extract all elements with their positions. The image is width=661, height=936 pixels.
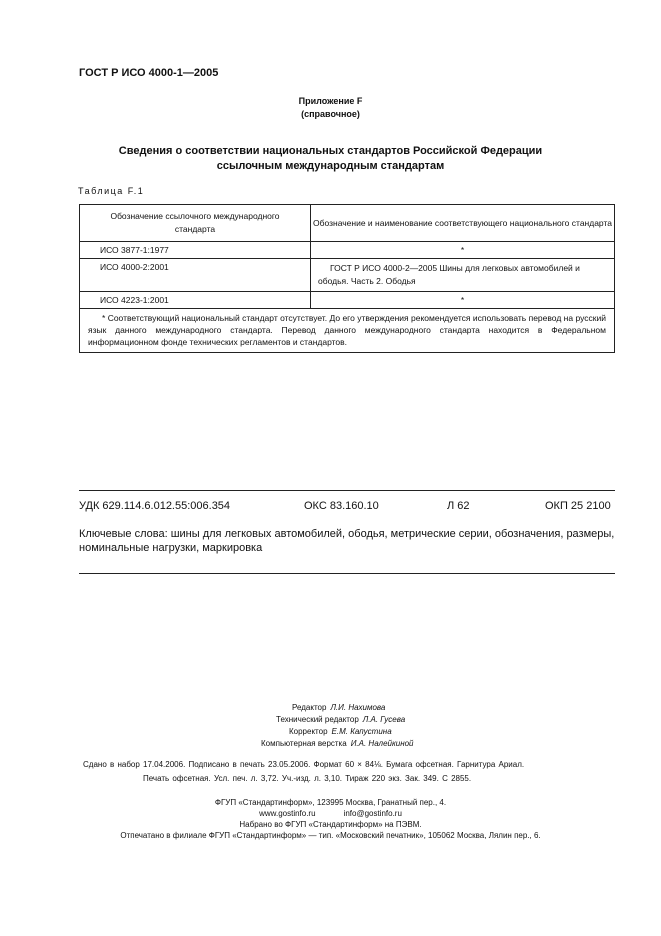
print-info-line2: Печать офсетная. Усл. печ. л. 3,72. Уч.-изд. л. 3,10. Тираж 220 экз. Зак. 349. С 2855.	[143, 774, 472, 783]
ref-cell: ИСО 4000-2:2001	[80, 259, 311, 292]
ref-cell: ИСО 3877-1:1977	[80, 242, 311, 259]
column-header-ref: Обозначение ссылочного международного стандарта	[80, 205, 311, 242]
l-code: Л 62	[447, 500, 470, 512]
national-cell: *	[311, 242, 615, 259]
credit-name: Е.М. Капустина	[331, 727, 392, 736]
footnote-text: * Соответствующий национальный стандарт отсутствует. До его утверждения рекомендуется использовать перевод на русский язык данного международного стандарта. Перевод данного международного стандарта находится в Федеральном информационном фонде технических регламентов и стандартов.	[88, 313, 606, 347]
credit-layout	[261, 739, 414, 748]
national-standard-text: ГОСТ Р ИСО 4000-2—2005 Шины для легковых автомобилей и ободья. Часть 2. Ободья	[318, 263, 580, 286]
credit-name: Л.И. Нахимова	[330, 703, 386, 712]
table-row	[80, 242, 615, 259]
credit-name: И.А. Налейкиной	[350, 739, 414, 748]
udk-code: УДК 629.114.6.012.55:006.354	[79, 500, 231, 512]
oks-code: ОКС 83.160.10	[304, 500, 379, 512]
okp-code: ОКП 25 2100	[545, 500, 611, 512]
credit-proofreader	[289, 727, 392, 736]
column-header-national: Обозначение и наименование соответствующего национального стандарта	[311, 205, 615, 242]
annex-subtitle: (справочное)	[301, 109, 360, 119]
divider-top	[79, 490, 615, 491]
national-cell: *	[311, 292, 615, 309]
section-title-line1: Сведения о соответствии национальных стандартов Российской Федерации	[118, 145, 543, 157]
table-header-row	[80, 205, 615, 242]
typeset-info: Набрано во ФГУП «Стандартинформ» на ПЭВМ.	[239, 820, 422, 829]
divider-bottom	[79, 573, 615, 574]
credit-tech-editor	[276, 715, 405, 724]
credit-role: Корректор	[289, 727, 328, 736]
annex-title: Приложение F	[298, 96, 363, 106]
table-row	[80, 259, 615, 292]
credit-role: Технический редактор	[276, 715, 359, 724]
print-info-line1: Сдано в набор 17.04.2006. Подписано в печать 23.05.2006. Формат 60 × 84⅛. Бумага офсетная. Гарнитура Ариал.	[83, 760, 525, 769]
table-footnote	[80, 309, 615, 353]
credit-role: Компьютерная верстка	[261, 739, 347, 748]
keywords	[79, 527, 615, 555]
keywords-line2: номинальные нагрузки, маркировка	[79, 542, 263, 554]
publisher-website: www.gostinfo.ru	[259, 809, 316, 818]
printed-info: Отпечатано в филиале ФГУП «Стандартинформ» — тип. «Московский печатник», 105062 Москва, Лялин пер., 6.	[120, 831, 541, 840]
section-title-line2: ссылочным международным стандартам	[216, 160, 445, 172]
ref-cell: ИСО 4223-1:2001	[80, 292, 311, 309]
table-footnote-row	[80, 309, 615, 353]
national-cell	[311, 259, 615, 292]
publisher-address: ФГУП «Стандартинформ», 123995 Москва, Гранатный пер., 4.	[214, 798, 447, 807]
publisher-contacts	[0, 808, 661, 819]
publisher-email: info@gostinfo.ru	[343, 809, 402, 818]
credit-editor	[292, 703, 385, 712]
reference-table	[79, 204, 615, 353]
credit-role: Редактор	[292, 703, 327, 712]
keywords-line1: Ключевые слова: шины для легковых автомобилей, ободья, метрические серии, обозначения, размеры,	[79, 528, 615, 540]
credit-name: Л.А. Гусева	[362, 715, 406, 724]
table-caption: Таблица F.1	[78, 186, 145, 196]
table-row	[80, 292, 615, 309]
document-header: ГОСТ Р ИСО 4000-1—2005	[79, 67, 219, 79]
